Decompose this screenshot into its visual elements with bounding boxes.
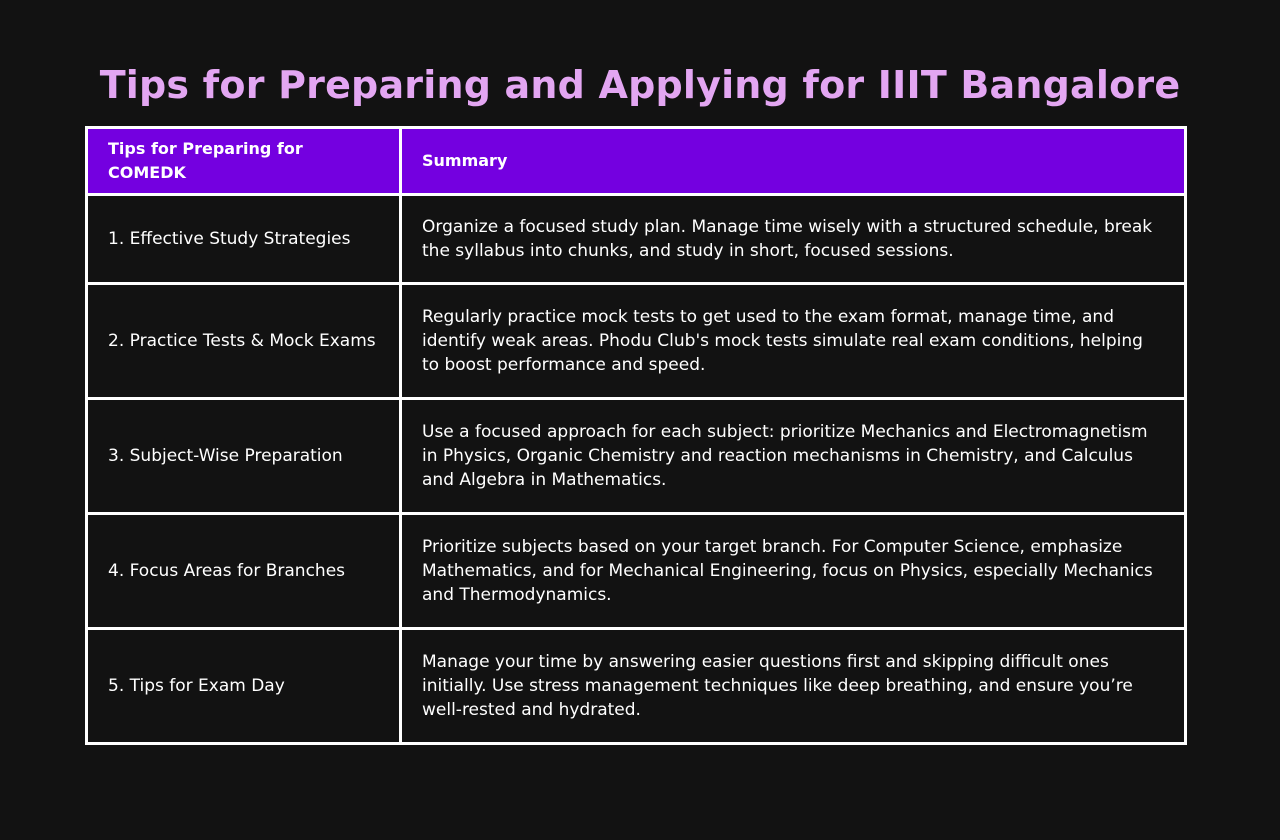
summary-cell: Use a focused approach for each subject: prioritize Mechanics and Electromagnetism in Physics, Organic Chemistry and reaction mechanisms in Chemistry, and Calculus and Algebra in Mathematics.	[401, 399, 1186, 514]
summary-cell: Manage your time by answering easier questions first and skipping difficult ones initially. Use stress management techniques like deep breathing, and ensure you’re well-rested and hydrated.	[401, 629, 1186, 744]
tip-cell: 4. Focus Areas for Branches	[87, 514, 401, 629]
summary-cell: Organize a focused study plan. Manage time wisely with a structured schedule, break the syllabus into chunks, and study in short, focused sessions.	[401, 195, 1186, 284]
table-row	[87, 399, 1186, 514]
tip-cell: 3. Subject-Wise Preparation	[87, 399, 401, 514]
table-row	[87, 195, 1186, 284]
page-title: Tips for Preparing and Applying for IIIT Bangalore	[99, 63, 1181, 107]
tips-table	[85, 126, 1187, 745]
tip-cell: 5. Tips for Exam Day	[87, 629, 401, 744]
table-row	[87, 629, 1186, 744]
tip-cell: 1. Effective Study Strategies	[87, 195, 401, 284]
table-row	[87, 514, 1186, 629]
table-header-row	[87, 128, 1186, 195]
summary-cell: Regularly practice mock tests to get used to the exam format, manage time, and identify weak areas. Phodu Club's mock tests simulate real exam conditions, helping to boost performance and speed.	[401, 284, 1186, 399]
table-row	[87, 284, 1186, 399]
column-header-summary: Summary	[401, 128, 1186, 195]
summary-cell: Prioritize subjects based on your target branch. For Computer Science, emphasize Mathematics, and for Mechanical Engineering, focus on Physics, especially Mechanics and Thermodynamics.	[401, 514, 1186, 629]
column-header-tips: Tips for Preparing for COMEDK	[87, 128, 401, 195]
tip-cell: 2. Practice Tests & Mock Exams	[87, 284, 401, 399]
